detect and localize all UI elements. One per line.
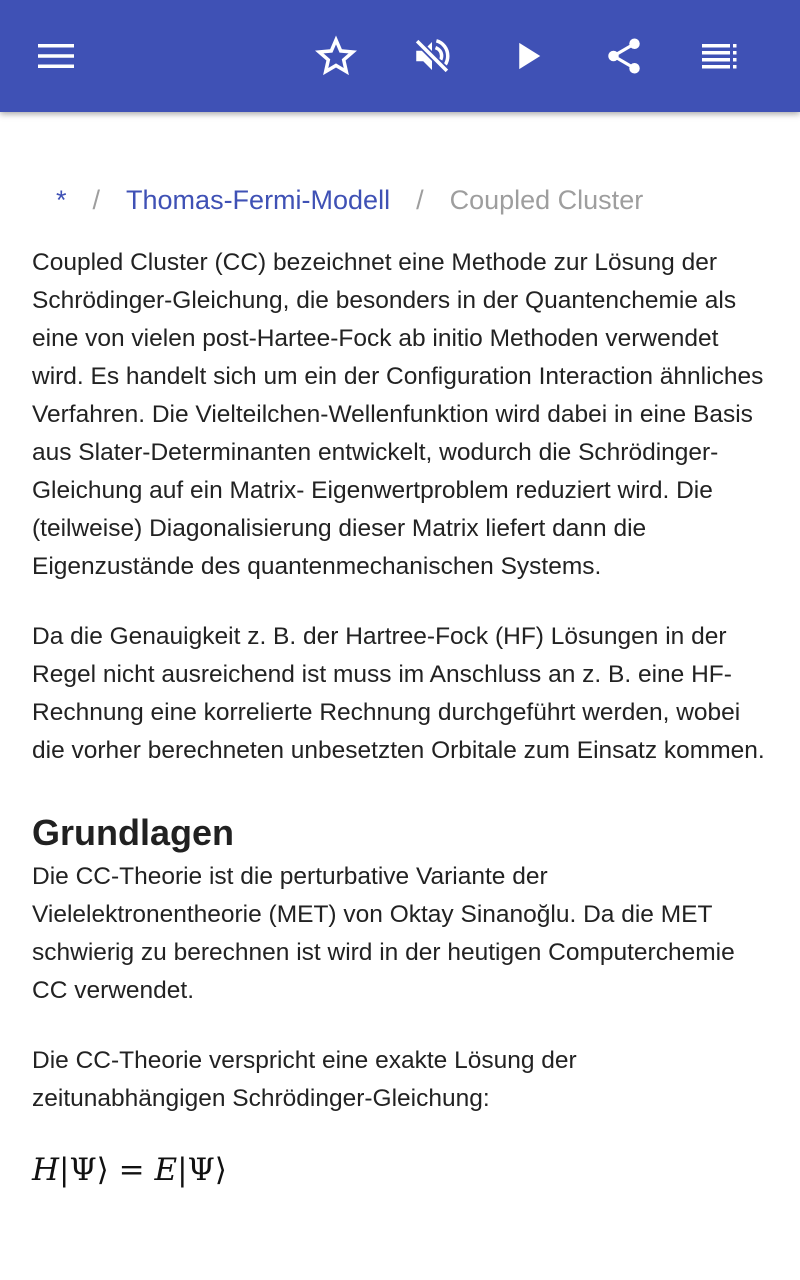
mute-button[interactable]	[400, 24, 464, 88]
star-icon	[315, 35, 357, 77]
share-icon	[603, 35, 645, 77]
play-icon	[507, 35, 549, 77]
formula-equals: =	[118, 1152, 145, 1188]
article-paragraph: Coupled Cluster (CC) bezeichnet eine Methode zur Lösung der Schrödinger-Gleichung, die besonders in der Quantenchemie als eine von vielen post-Hartee-Fock ab initio Methoden verwendet wird. Es handelt sich um ein der Configuration Interaction ähnliches Verfahren. Die Vielteilchen-Wellenfunktion wird dabei in eine Basis aus Slater-Determinanten entwickelt, wodurch die Schrödinger-Gleichung auf ein Matrix- Eigenwertproblem reduziert wird. Die (teilweise) Diagonalisierung dieser Matrix liefert dann die Eigenzustände des quantenmechanischen Systems.	[32, 249, 764, 580]
breadcrumb-separator: /	[92, 185, 101, 215]
menu-button[interactable]	[24, 24, 88, 88]
formula-state: |Ψ⟩	[59, 1152, 109, 1188]
share-button[interactable]	[592, 24, 656, 88]
volume-off-icon	[411, 35, 453, 77]
article-content	[32, 112, 772, 1192]
breadcrumb-home-link[interactable]: *	[56, 185, 67, 215]
article-paragraph: Die CC-Theorie verspricht eine exakte Lösung der zeitunabhängigen Schrödinger-Gleichung:	[32, 1047, 577, 1112]
schroedinger-equation	[32, 1148, 772, 1192]
breadcrumb-parent-link[interactable]: Thomas-Fermi-Modell	[126, 185, 391, 215]
section-heading: Grundlagen	[32, 812, 235, 853]
formula-state: |Ψ⟩	[177, 1152, 227, 1188]
breadcrumb-current: Coupled Cluster	[449, 185, 644, 215]
formula-energy: E	[154, 1152, 178, 1188]
article-paragraph: Die CC-Theorie ist die perturbative Variante der Vielelektronentheorie (MET) von Oktay Sinanoğlu. Da die MET schwierig zu berechnen ist wird in der heutigen Computerchemie CC verwendet.	[32, 863, 735, 1004]
breadcrumb-separator: /	[416, 185, 424, 215]
play-button[interactable]	[496, 24, 560, 88]
article-paragraph: Da die Genauigkeit z. B. der Hartree-Fock (HF) Lösungen in der Regel nicht ausreichend ist muss im Anschluss an z. B. eine HF-Rechnung eine korrelierte Rechnung durchgeführt werden, wobei die vorher berechneten unbesetzten Orbitale zum Einsatz kommen.	[32, 623, 765, 764]
playlist-icon	[700, 42, 740, 70]
menu-icon	[36, 42, 76, 70]
app-toolbar	[0, 0, 800, 112]
bookmark-button[interactable]	[304, 24, 368, 88]
breadcrumb	[32, 180, 772, 220]
formula-hamiltonian: H	[32, 1152, 60, 1188]
contents-button[interactable]	[688, 24, 752, 88]
